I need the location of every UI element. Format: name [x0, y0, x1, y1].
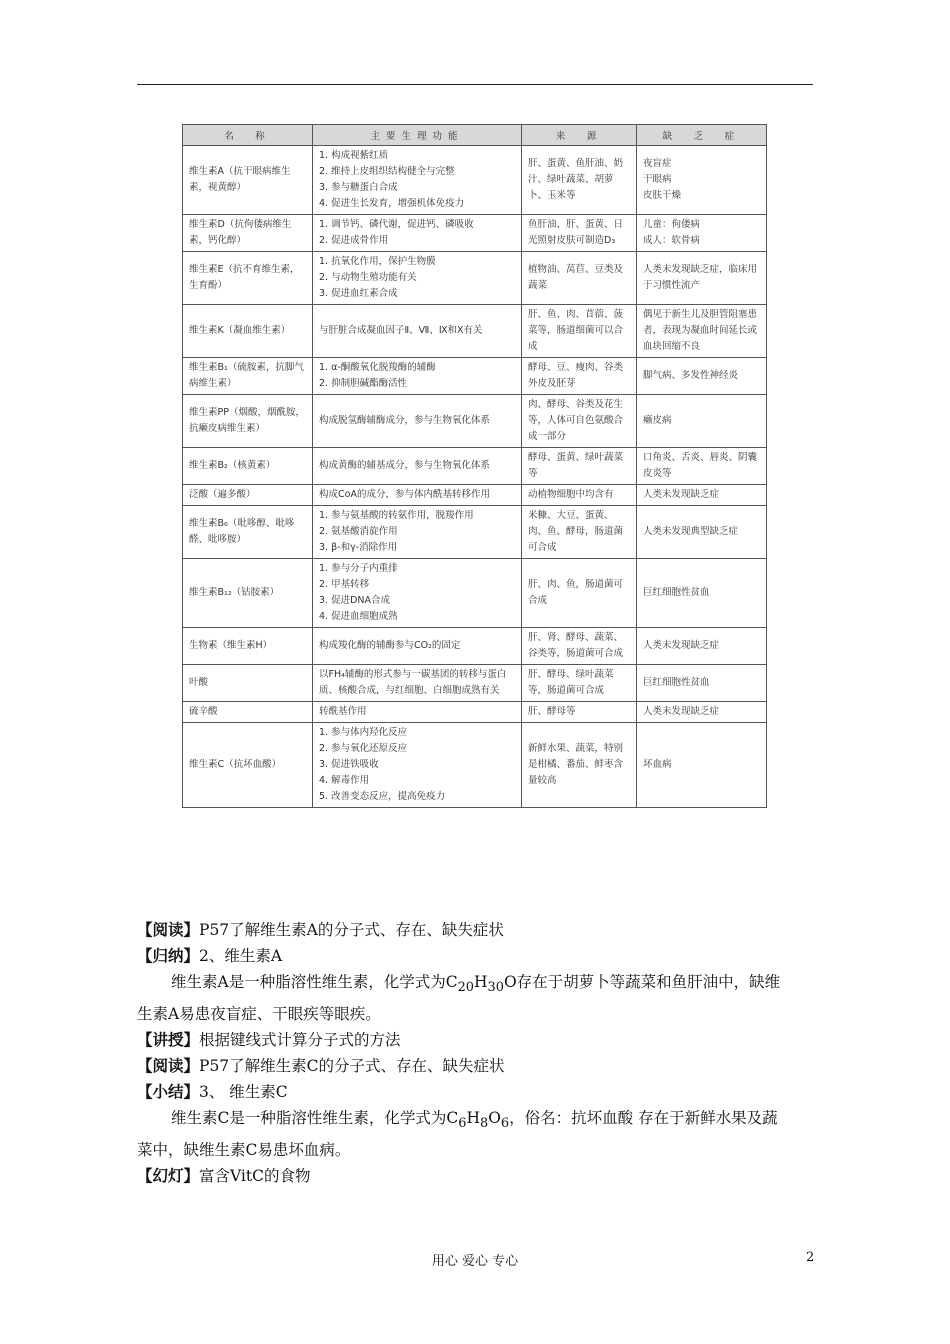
vitamin-functions: [313, 559, 522, 628]
table-row: [183, 448, 767, 485]
header-deficiency: 缺 乏 症: [637, 125, 767, 146]
table-row: [183, 305, 767, 358]
vitamin-source: 肝、鱼、肉、苜蓿、菠菜等，肠道细菌可以合成: [522, 305, 637, 358]
vitamin-functions: [313, 723, 522, 808]
function-line: 3. 促进DNA合成: [319, 595, 391, 606]
function-line: 3. 促进铁吸收: [319, 759, 379, 770]
deficiency-line: 干眼病: [643, 174, 672, 185]
vitamin-source: 新鲜水果、蔬菜，特别是柑橘、番茄、鲜枣含量较高: [522, 723, 637, 808]
vitamin-functions: [313, 358, 522, 395]
line-vita-desc-2: 生素A易患夜盲症、干眼疾等眼疾。: [137, 1005, 381, 1024]
vitamin-source: 肝、酵母、绿叶蔬菜等，肠道菌可合成: [522, 665, 637, 702]
table-row: [183, 252, 767, 305]
table-row: [183, 146, 767, 215]
vitamin-functions: [313, 628, 522, 665]
function-line: 构成黄酶的辅基成分，参与生物氧化体系: [319, 460, 491, 471]
page-number: 2: [806, 1250, 815, 1265]
header-rule: [137, 84, 813, 85]
function-line: 1. 参与分子内重排: [319, 563, 398, 574]
vitamin-name: 泛酸（遍多酸）: [183, 485, 313, 506]
function-line: 与肝脏合成凝血因子Ⅱ、Ⅶ、Ⅸ和Ⅹ有关: [319, 325, 483, 336]
function-line: 2. 与动物生殖功能有关: [319, 272, 417, 283]
vitamin-deficiency: [637, 665, 767, 702]
function-line: 2. 参与氧化还原反应: [319, 743, 408, 754]
table-row: [183, 559, 767, 628]
vitamin-functions: [313, 665, 522, 702]
vitamin-functions: [313, 485, 522, 506]
vitamin-deficiency: [637, 305, 767, 358]
vitamin-functions: [313, 506, 522, 559]
deficiency-line: 人类未发现典型缺乏症: [643, 526, 739, 537]
vitamin-deficiency: [637, 146, 767, 215]
function-line: 1. 构成视紫红质: [319, 150, 389, 161]
vitamin-source: 植物油、莴苣、豆类及蔬菜: [522, 252, 637, 305]
vitamin-name: 维生素D（抗佝偻病维生素，钙化醇）: [183, 215, 313, 252]
vitamin-functions: [313, 395, 522, 448]
table-row: [183, 702, 767, 723]
line-slide: 【幻灯】富含VitC的食物: [137, 1166, 311, 1186]
function-line: 1. 参与氨基酸的转氨作用，脱羧作用: [319, 510, 474, 521]
line-vitc-desc: 维生素C是一种脂溶性维生素，化学式为$C_6H_8O_6$，俗名：抗坏血酸 存在于新鲜水果及蔬: [171, 1109, 778, 1132]
deficiency-line: 儿童：佝偻病: [643, 219, 701, 230]
function-line: 2. 抑制胆碱酯酶活性: [319, 378, 408, 389]
vitamin-deficiency: [637, 358, 767, 395]
deficiency-line: 脚气病、多发性神经炎: [643, 370, 739, 381]
vitamin-source: 肝、肾、酵母、蔬菜、谷类等，肠道菌可合成: [522, 628, 637, 665]
function-line: 2. 甲基转移: [319, 579, 370, 590]
function-line: 4. 促进生长发育，增强机体免疫力: [319, 198, 465, 209]
header-name: 名 称: [183, 125, 313, 146]
vitamin-name: 叶酸: [183, 665, 313, 702]
vitamin-deficiency: [637, 252, 767, 305]
function-line: 1. 参与体内羟化反应: [319, 727, 408, 738]
vitamin-functions: [313, 215, 522, 252]
function-line: 转酰基作用: [319, 706, 367, 717]
vitamin-source: 酵母、蛋黄、绿叶蔬菜等: [522, 448, 637, 485]
table-row: [183, 665, 767, 702]
table-row: [183, 485, 767, 506]
deficiency-line: 人类未发现缺乏症: [643, 489, 720, 500]
table-header-row: [183, 125, 767, 146]
vitamin-deficiency: [637, 723, 767, 808]
table-body: [183, 146, 767, 808]
vitamin-source: 鱼肝油、肝、蛋黄、日光照射皮肤可制造D₃: [522, 215, 637, 252]
function-line: 3. 参与糖蛋白合成: [319, 182, 398, 193]
vitamin-deficiency: [637, 485, 767, 506]
deficiency-line: 人类未发现缺乏症: [643, 640, 720, 651]
line-vitc-desc-2: 菜中，缺维生素C易患坏血病。: [137, 1141, 351, 1160]
deficiency-line: 夜盲症: [643, 158, 672, 169]
vitamin-deficiency: [637, 702, 767, 723]
function-line: 构成脱氢酶辅酶成分，参与生物氧化体系: [319, 415, 491, 426]
vitamin-name: 维生素E（抗不育维生素，生育酚）: [183, 252, 313, 305]
deficiency-line: 人类未发现缺乏症，临床用于习惯性流产: [643, 264, 758, 291]
line-vita-desc: 维生素A是一种脂溶性维生素，化学式为$C_{20}H_{30}O$存在于胡萝卜等蔬菜和鱼肝油中，缺维: [171, 973, 781, 996]
deficiency-line: 人类未发现缺乏症: [643, 706, 720, 717]
table-row: [183, 723, 767, 808]
deficiency-line: 口角炎、舌炎、唇炎、阴囊皮炎等: [643, 452, 758, 479]
vitamin-name: 维生素K（凝血维生素）: [183, 305, 313, 358]
function-line: 2. 氨基酸消旋作用: [319, 526, 398, 537]
function-line: 4. 促进血细胞成熟: [319, 611, 398, 622]
vitamin-name: 维生素B₁₂（钴胺素）: [183, 559, 313, 628]
vitamin-name: 生物素（维生素H）: [183, 628, 313, 665]
vitamin-deficiency: [637, 506, 767, 559]
deficiency-line: 皮肤干燥: [643, 190, 682, 201]
footer-motto: 用心 爱心 专心: [431, 1254, 519, 1269]
vitamin-functions: [313, 146, 522, 215]
vitamin-source: 肝、蛋黄、鱼肝油、奶汁、绿叶蔬菜、胡萝卜、玉米等: [522, 146, 637, 215]
vitamin-functions: [313, 702, 522, 723]
function-line: 3. 促进血红素合成: [319, 288, 398, 299]
function-line: 2. 促进成骨作用: [319, 235, 389, 246]
vitamin-name: 维生素C（抗坏血酸）: [183, 723, 313, 808]
table-row: [183, 506, 767, 559]
function-line: 2. 维持上皮组织结构健全与完整: [319, 166, 455, 177]
vitamin-source: 肝、肉、鱼，肠道菌可合成: [522, 559, 637, 628]
vitamin-functions: [313, 252, 522, 305]
vitamin-functions: [313, 448, 522, 485]
function-line: 1. α-酮酸氧化脱羧酶的辅酶: [319, 362, 436, 373]
vitamin-source: 肉、酵母、谷类及花生等，人体可自色氨酸合成一部分: [522, 395, 637, 448]
vitamin-deficiency: [637, 395, 767, 448]
line-lecture: 【讲授】根据键线式计算分子式的方法: [137, 1030, 401, 1050]
vitamin-name: 维生素B₁（硫胺素，抗脚气病维生素）: [183, 358, 313, 395]
vitamin-source: 动植物细胞中均含有: [522, 485, 637, 506]
line-read-c: 【阅读】P57了解维生素C的分子式、存在、缺失症状: [137, 1056, 505, 1076]
line-summary-a: 【归纳】2、维生素A: [137, 946, 283, 965]
vitamin-source: 肝、酵母等: [522, 702, 637, 723]
vitamin-source: 米糠、大豆、蛋黄、肉、鱼、酵母，肠道菌可合成: [522, 506, 637, 559]
function-line: 构成CoA的成分，参与体内酰基转移作用: [319, 489, 490, 500]
table-row: [183, 215, 767, 252]
table-row: [183, 628, 767, 665]
vitamin-deficiency: [637, 628, 767, 665]
vitamin-deficiency: [637, 215, 767, 252]
vitamin-name: 维生素B₂（核黄素）: [183, 448, 313, 485]
function-line: 5. 改善变态反应，提高免疫力: [319, 791, 446, 802]
line-summary-c: 【小结】3、 维生素C: [137, 1082, 288, 1102]
deficiency-line: 坏血病: [643, 759, 672, 770]
vitamin-name: 维生素B₆（吡哆醇、吡哆醛、吡哆胺）: [183, 506, 313, 559]
function-line: 1. 调节钙、磷代谢，促进钙、磷吸收: [319, 219, 474, 230]
line-read-a: 【阅读】P57了解维生素A的分子式、存在、缺失症状: [137, 920, 504, 939]
vitamin-name: 维生素A（抗干眼病维生素，视黄醇）: [183, 146, 313, 215]
vitamin-source: 酵母、豆、瘦肉、谷类外皮及胚芽: [522, 358, 637, 395]
function-line: 1. 抗氧化作用，保护生物膜: [319, 256, 436, 267]
deficiency-line: 癞皮病: [643, 415, 672, 426]
vitamin-functions: [313, 305, 522, 358]
body-text: [137, 917, 817, 1189]
table-row: [183, 358, 767, 395]
vitamin-name: 维生素PP（烟酸，烟酰胺，抗癞皮病维生素）: [183, 395, 313, 448]
header-function: 主要生理功能: [313, 125, 522, 146]
vitamin-deficiency: [637, 448, 767, 485]
deficiency-line: 巨红细胞性贫血: [643, 587, 710, 598]
vitamin-deficiency: [637, 559, 767, 628]
deficiency-line: 偶见于新生儿及胆管阻塞患者，表现为凝血时间延长或血块回缩不良: [643, 309, 758, 352]
function-line: 4. 解毒作用: [319, 775, 370, 786]
deficiency-line: 巨红细胞性贫血: [643, 677, 710, 688]
function-line: 构成羧化酶的辅酶参与CO₂的固定: [319, 640, 461, 651]
function-line: 以FH₄辅酶的形式参与一碳基团的转移与蛋白质、核酸合成，与红细胞、白细胞成熟有关: [319, 669, 507, 696]
table-row: [183, 395, 767, 448]
function-line: 3. β-和γ-消除作用: [319, 542, 398, 553]
vitamin-name: 硫辛酸: [183, 702, 313, 723]
deficiency-line: 成人：软骨病: [643, 235, 701, 246]
vitamin-table: [182, 124, 767, 808]
header-source: 来 源: [522, 125, 637, 146]
